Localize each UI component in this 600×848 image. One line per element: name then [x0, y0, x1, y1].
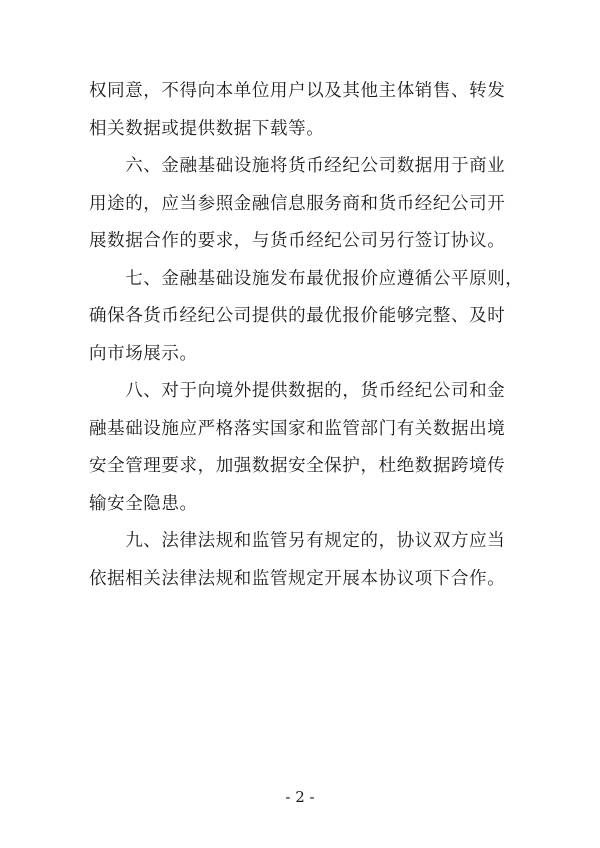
text-line: 展数据合作的要求，与货币经纪公司另行签订协议。 [89, 231, 506, 251]
paragraph-clause-9 [89, 523, 519, 598]
text-line: 权同意，不得向本单位用户以及其他主体销售、转发 [89, 81, 506, 101]
text-line: 依据相关法律法规和监管规定开展本协议项下合作。 [89, 568, 506, 589]
text-line: 融基础设施应严格落实国家和监管部门有关数据出境 [89, 418, 506, 439]
page-number: - 2 - [285, 788, 315, 806]
paragraph-clause-6 [89, 148, 519, 261]
text-line: 确保各货币经纪公司提供的最优报价能够完整、及时 [89, 306, 506, 326]
paragraph-continuation [89, 73, 519, 148]
paragraph-clause-7 [89, 261, 524, 374]
document-body [89, 73, 524, 598]
text-line: 安全管理要求，加强数据安全保护，杜绝数据跨境传 [89, 456, 506, 476]
text-line: 向市场展示。 [89, 343, 198, 364]
text-line: 用途的，应当参照金融信息服务商和货币经纪公司开 [89, 193, 506, 214]
text-line: 八、对于向境外提供数据的，货币经纪公司和金 [89, 381, 506, 401]
text-line: 六、金融基础设施将货币经纪公司数据用于商业 [89, 156, 506, 176]
text-line: 九、法律法规和监管另有规定的，协议双方应当 [89, 531, 506, 551]
text-line: 相关数据或提供数据下载等。 [89, 118, 325, 139]
paragraph-clause-8 [89, 373, 519, 523]
text-line: 七、金融基础设施发布最优报价应遵循公平原则， [89, 268, 524, 289]
text-line: 输安全隐患。 [89, 493, 198, 514]
